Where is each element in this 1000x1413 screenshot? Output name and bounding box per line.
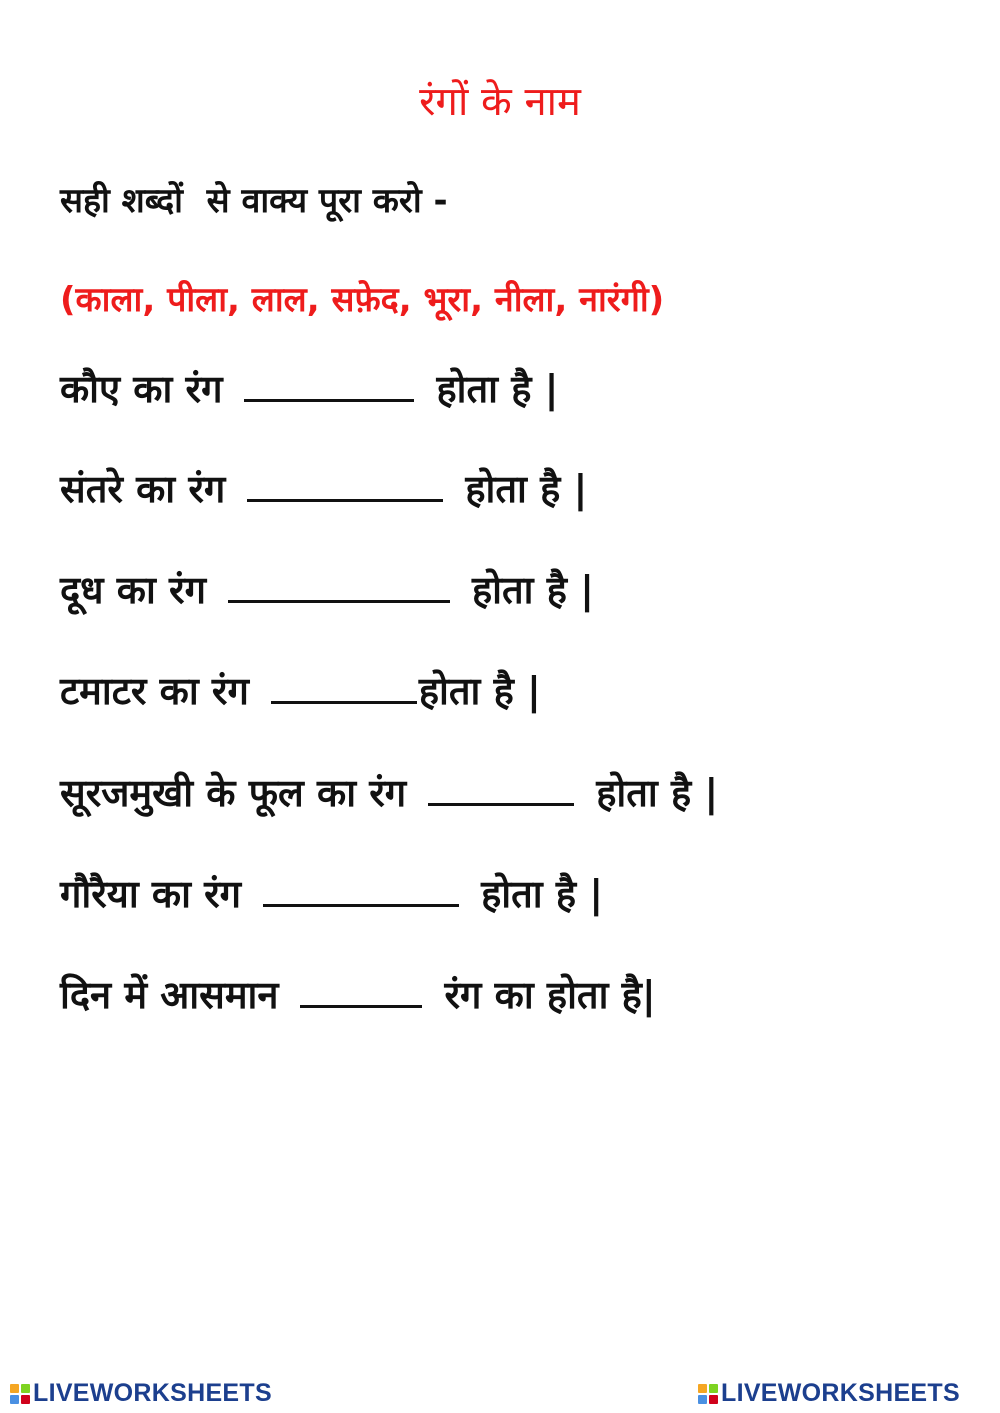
sentence-start: दूध का रंग bbox=[60, 568, 206, 612]
sentence-row bbox=[60, 766, 718, 818]
sentence-end: होता है | bbox=[465, 467, 588, 511]
answer-blank[interactable] bbox=[300, 1001, 422, 1008]
sentence-start: संतरे का रंग bbox=[60, 467, 226, 511]
sentence-end: होता है | bbox=[418, 669, 541, 713]
sentence-end: होता है | bbox=[481, 872, 604, 916]
sentence-start: टमाटर का रंग bbox=[60, 669, 249, 713]
sentence-end: होता है | bbox=[436, 367, 559, 411]
liveworksheets-logo-icon bbox=[10, 1384, 30, 1404]
sentence-end: होता है | bbox=[596, 771, 719, 815]
logo-square bbox=[709, 1384, 718, 1393]
sentence-row bbox=[60, 968, 656, 1020]
logo-square bbox=[10, 1395, 19, 1404]
worksheet-title: रंगों के नाम bbox=[419, 79, 581, 125]
answer-blank[interactable] bbox=[271, 697, 417, 704]
logo-square bbox=[709, 1395, 718, 1404]
sentence-end: रंग का होता है| bbox=[444, 973, 656, 1017]
answer-blank[interactable] bbox=[228, 596, 450, 603]
sentence-row bbox=[60, 462, 587, 514]
footer-brand-left[interactable] bbox=[10, 1379, 272, 1408]
liveworksheets-logo-icon bbox=[698, 1384, 718, 1404]
sentence-start: दिन में आसमान bbox=[60, 973, 279, 1017]
answer-blank[interactable] bbox=[263, 900, 459, 907]
logo-square bbox=[21, 1384, 30, 1393]
sentence-row bbox=[60, 867, 603, 919]
sentence-start: सूरजमुखी के फूल का रंग bbox=[60, 771, 407, 815]
brand-name: LIVEWORKSHEETS bbox=[721, 1379, 960, 1407]
logo-square bbox=[698, 1395, 707, 1404]
sentence-row bbox=[60, 563, 594, 615]
sentence-start: कौए का रंग bbox=[60, 367, 223, 411]
answer-blank[interactable] bbox=[244, 395, 414, 402]
answer-blank[interactable] bbox=[428, 799, 574, 806]
instruction-text: सही शब्दों से वाक्य पूरा करो - bbox=[60, 181, 448, 221]
footer-brand-right[interactable] bbox=[698, 1379, 960, 1408]
answer-blank[interactable] bbox=[247, 495, 443, 502]
sentence-row bbox=[60, 664, 541, 716]
logo-square bbox=[21, 1395, 30, 1404]
sentence-start: गौरैया का रंग bbox=[60, 872, 242, 916]
sentence-row bbox=[60, 362, 559, 414]
sentence-end: होता है | bbox=[471, 568, 595, 612]
brand-name: LIVEWORKSHEETS bbox=[33, 1379, 272, 1407]
word-bank: (काला, पीला, लाल, सफ़ेद, भूरा, नीला, नारंगी) bbox=[60, 280, 665, 320]
logo-square bbox=[698, 1384, 707, 1393]
logo-square bbox=[10, 1384, 19, 1393]
